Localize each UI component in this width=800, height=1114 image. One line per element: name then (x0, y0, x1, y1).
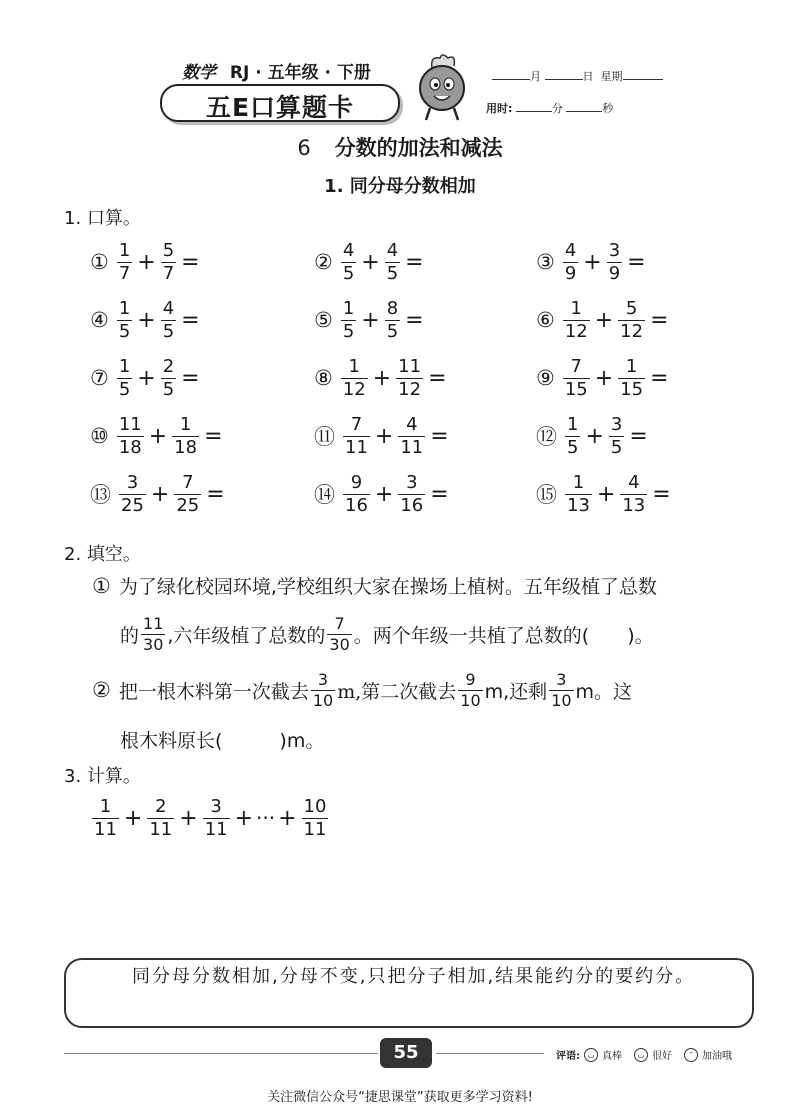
answer-slot[interactable]: = (405, 249, 424, 275)
date-field: 月 日 星期 (492, 68, 663, 84)
fraction: $\frac{5}{12}$ (620, 297, 644, 342)
answer-slot[interactable]: = (650, 365, 669, 391)
fraction: $\frac{1}{12}$ (342, 355, 366, 400)
mascot-icon (410, 52, 474, 122)
q2-title: 2. 填空。 (64, 544, 141, 565)
edition-label: RJ · 五年级 · 下册 (229, 63, 371, 83)
q1-title: 1. 口算。 (64, 208, 141, 229)
answer-slot[interactable]: = (430, 481, 449, 507)
fraction: $\frac{7}{11}$ (345, 413, 368, 458)
q2-p2-line2 (120, 726, 324, 753)
answer-slot[interactable]: = (629, 423, 648, 449)
oral-problem: ⑪ $\frac{7}{11}$ + $\frac{4}{11}$ = (314, 413, 449, 458)
problem-index: ③ (536, 250, 555, 274)
fraction: $\frac{11}{30}$ (143, 613, 164, 654)
title-banner (160, 84, 400, 122)
oral-problem: ⑤ $\frac{1}{5}$ + $\frac{8}{5}$ = (314, 297, 424, 342)
fraction: $\frac{4}{5}$ (386, 239, 399, 284)
problem-index: ⑤ (314, 308, 333, 332)
problem-index: ① (90, 250, 109, 274)
problem-index: ⑮ (536, 483, 557, 507)
answer-slot[interactable]: = (181, 365, 200, 391)
problem-index: ⑨ (536, 366, 555, 390)
fraction: $\frac{4}{5}$ (162, 297, 175, 342)
oral-problem: ⑩ $\frac{11}{18}$ + $\frac{1}{18}$ = (90, 413, 223, 458)
answer-slot[interactable]: = (650, 307, 669, 333)
fraction: $\frac{11}{12}$ (398, 355, 422, 400)
fraction: $\frac{1}{7}$ (118, 239, 131, 284)
answer-slot[interactable]: = (206, 481, 225, 507)
oral-problem: ① $\frac{1}{7}$ + $\frac{5}{7}$ = (90, 239, 200, 284)
q2-p1-line1: ① 为了绿化校园环境,学校组织大家在操场上植树。五年级植了总数 (92, 573, 657, 598)
fraction: $\frac{3}{11}$ (204, 795, 228, 840)
fraction: $\frac{3}{5}$ (610, 413, 623, 458)
fraction: $\frac{10}{11}$ (303, 795, 327, 840)
answer-slot[interactable]: = (652, 481, 671, 507)
fraction: $\frac{8}{5}$ (386, 297, 399, 342)
answer-blank[interactable]: 。两个年级一共植了总数的( )。 (353, 624, 654, 647)
fraction: $\frac{3}{9}$ (608, 239, 621, 284)
q2-p2-line1: ② 把一根木料第一次截去 $\frac{3}{10}$ m,第二次截去 $\frac{9}{10}$ m,还剩 $\frac{3}{10}$ m。这 (92, 669, 633, 710)
fraction: $\frac{3}{25}$ (121, 471, 144, 516)
oral-problem: ② $\frac{4}{5}$ + $\frac{4}{5}$ = (314, 239, 424, 284)
fraction: $\frac{1}{13}$ (567, 471, 590, 516)
answer-slot[interactable]: = (181, 307, 200, 333)
problem-index: ⑧ (314, 366, 333, 390)
cheer-face-icon[interactable]: ᵔ (684, 1048, 698, 1062)
oral-problem: ⑥ $\frac{1}{12}$ + $\frac{5}{12}$ = (536, 297, 669, 342)
answer-slot[interactable]: = (405, 307, 424, 333)
footer-divider-right (436, 1053, 544, 1054)
oral-problem: ⑫ $\frac{1}{5}$ + $\frac{3}{5}$ = (536, 413, 648, 458)
chapter-title: 6 分数的加法和减法 (297, 136, 503, 160)
answer-slot[interactable]: = (204, 423, 223, 449)
fraction: $\frac{1}{5}$ (342, 297, 355, 342)
answer-slot[interactable]: = (430, 423, 449, 449)
problem-index: ② (314, 250, 333, 274)
problem-index: ④ (90, 308, 109, 332)
fraction: $\frac{1}{12}$ (564, 297, 588, 342)
rating-row: 评语: ◡ 真棒 ◡ 很好 ᵔ 加油哦 (556, 1049, 732, 1062)
oral-problem: ⑮ $\frac{1}{13}$ + $\frac{4}{13}$ = (536, 471, 671, 516)
answer-blank[interactable]: 根木料原长( )m。 (120, 730, 325, 752)
fraction: $\frac{4}{13}$ (622, 471, 646, 516)
fraction: $\frac{9}{16}$ (345, 471, 368, 516)
fraction: $\frac{9}{10}$ (460, 669, 481, 710)
answer-slot[interactable]: = (627, 249, 646, 275)
fraction: $\frac{4}{11}$ (400, 413, 424, 458)
fraction: $\frac{7}{25}$ (176, 471, 200, 516)
fraction: $\frac{5}{7}$ (162, 239, 175, 284)
fraction: $\frac{4}{9}$ (564, 239, 577, 284)
fraction: $\frac{3}{10}$ (551, 669, 572, 710)
footer-divider-left (64, 1053, 378, 1054)
subject-label: 数学 (182, 63, 216, 83)
fraction: $\frac{4}{5}$ (342, 239, 355, 284)
fraction: $\frac{7}{15}$ (564, 355, 588, 400)
answer-slot[interactable]: = (428, 365, 447, 391)
fraction: $\frac{1}{11}$ (94, 795, 117, 840)
fraction: $\frac{11}{18}$ (118, 413, 142, 458)
oral-problem: ⑨ $\frac{7}{15}$ + $\frac{1}{15}$ = (536, 355, 669, 400)
time-field: 用时: 分 秒 (486, 102, 614, 115)
fraction: $\frac{3}{10}$ (312, 669, 334, 710)
q3-expression: $\frac{1}{11}$ + $\frac{2}{11}$ + $\frac{3}{11}$ + ··· + $\frac{10}{11}$ (94, 795, 327, 840)
banner-text: 五E口算题卡 (205, 93, 355, 122)
fraction: $\frac{2}{5}$ (162, 355, 175, 400)
oral-problem: ⑧ $\frac{1}{12}$ + $\frac{11}{12}$ = (314, 355, 447, 400)
answer-slot[interactable]: = (181, 249, 200, 275)
fraction: $\frac{1}{5}$ (567, 413, 579, 458)
happy-face-icon[interactable]: ◡ (634, 1048, 648, 1062)
oral-problem: ⑭ $\frac{9}{16}$ + $\frac{3}{16}$ = (314, 471, 449, 516)
problem-index: ⑥ (536, 308, 555, 332)
oral-problem: ⑬ $\frac{3}{25}$ + $\frac{7}{25}$ = (90, 471, 225, 516)
oral-problem: ④ $\frac{1}{5}$ + $\frac{4}{5}$ = (90, 297, 200, 342)
fraction: $\frac{3}{16}$ (400, 471, 424, 516)
q2-p1-line2: 的 $\frac{11}{30}$ ,六年级植了总数的 $\frac{7}{30}$ 。两个年级一共植了总数的( )。 (120, 613, 654, 654)
fraction: $\frac{1}{18}$ (174, 413, 198, 458)
problem-index: ⑭ (314, 483, 335, 507)
oral-problem: ③ $\frac{4}{9}$ + $\frac{3}{9}$ = (536, 239, 646, 284)
problem-index: ⑪ (314, 425, 335, 449)
q1-problem-grid (90, 236, 730, 526)
fraction: $\frac{1}{5}$ (118, 297, 131, 342)
q3-title: 3. 计算。 (64, 766, 141, 787)
page-number: 55 (380, 1038, 432, 1068)
problem-index: ⑬ (90, 483, 111, 507)
summary-text: 同分母分数相加,分母不变,只把分子相加,结果能约分的要约分。 (132, 966, 696, 987)
footer-note: 关注微信公众号“捷思课堂”获取更多学习资料! (267, 1090, 533, 1105)
smile-face-icon[interactable]: ◡ (584, 1048, 598, 1062)
fraction: $\frac{1}{5}$ (118, 355, 131, 400)
fraction: $\frac{1}{15}$ (620, 355, 644, 400)
section-title: 1. 同分母分数相加 (324, 176, 476, 197)
problem-index: ⑦ (90, 366, 109, 390)
fraction: $\frac{7}{30}$ (329, 613, 350, 654)
oral-problem: ⑦ $\frac{1}{5}$ + $\frac{2}{5}$ = (90, 355, 200, 400)
problem-index: ⑫ (536, 425, 557, 449)
fraction: $\frac{2}{11}$ (149, 795, 173, 840)
problem-index: ⑩ (90, 424, 109, 448)
header-subtitle (182, 58, 371, 83)
